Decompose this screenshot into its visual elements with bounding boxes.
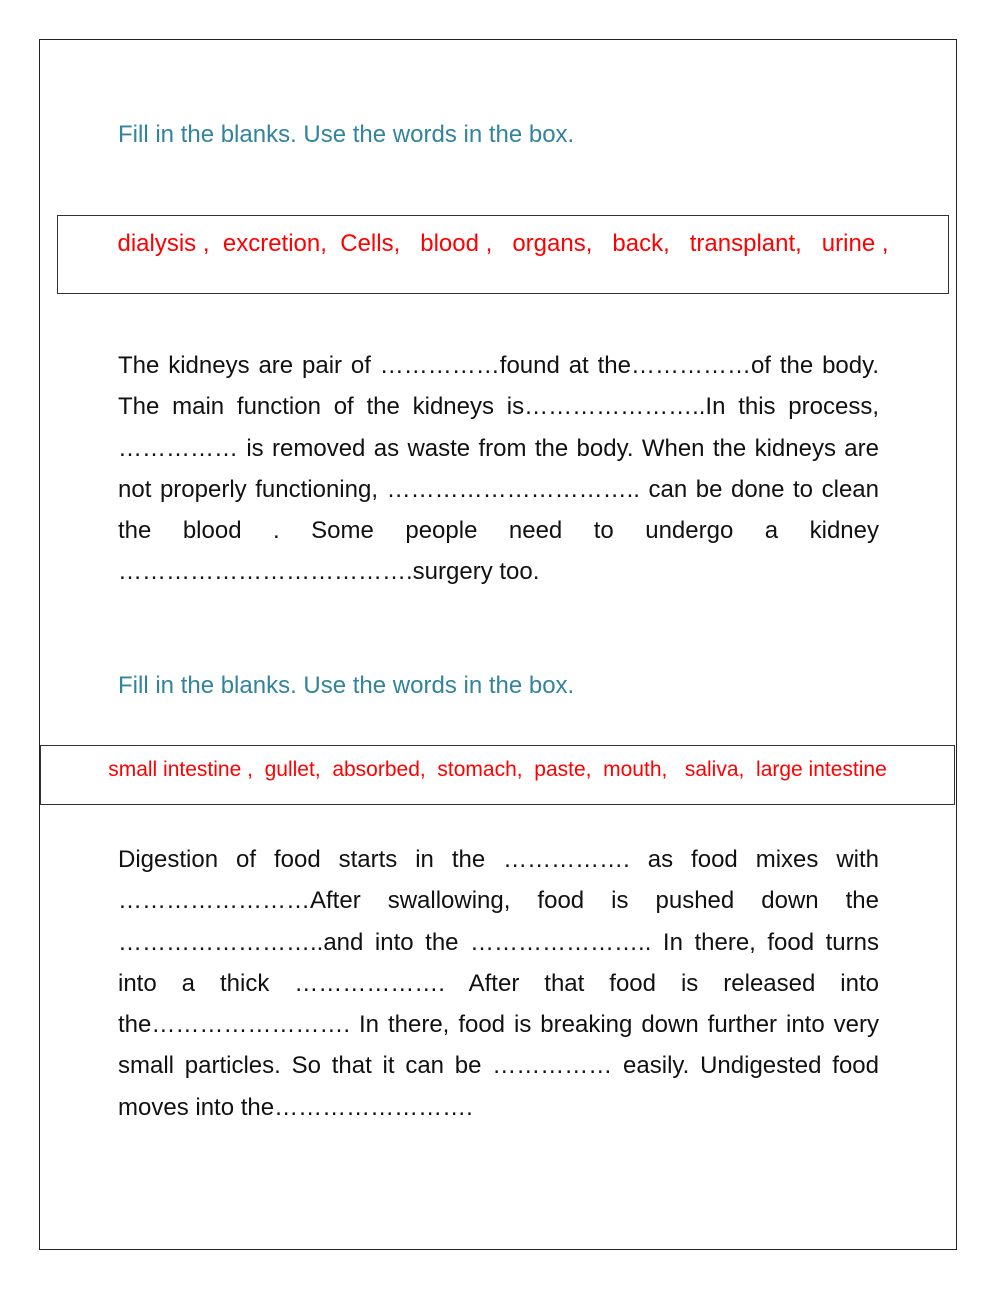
fill-in-passage-2: Digestion of food starts in the ……………. as food mixes with ……………………After swallowing, food is pushed down the ……………………..and into the ………………….. In there, food turns into a thick ………………. After that food is released into the……………………. In there, food is breaking down further into very small particles. So that it can be …………… easily. Undigested food moves into the……………………. — [118, 846, 879, 1121]
instruction-2: Fill in the blanks. Use the words in the box. — [118, 672, 575, 699]
word-bank-box-1: dialysis , excretion, Cells, blood , organs, back, transplant, urine , — [57, 215, 949, 294]
word-bank-box-2: small intestine , gullet, absorbed, stomach, paste, mouth, saliva, large intestine — [40, 745, 955, 805]
fill-in-passage-1: The kidneys are pair of ……………found at the……………of the body. The main function of the kidneys is…………………..In this process, …………… is removed as waste from the body. When the kidneys are not properly functioning, ………………………….. can be done to clean the blood . Some people need to undergo a kidney ……………………………….surgery too. — [118, 352, 879, 586]
instruction-1: Fill in the blanks. Use the words in the box. — [118, 121, 575, 148]
